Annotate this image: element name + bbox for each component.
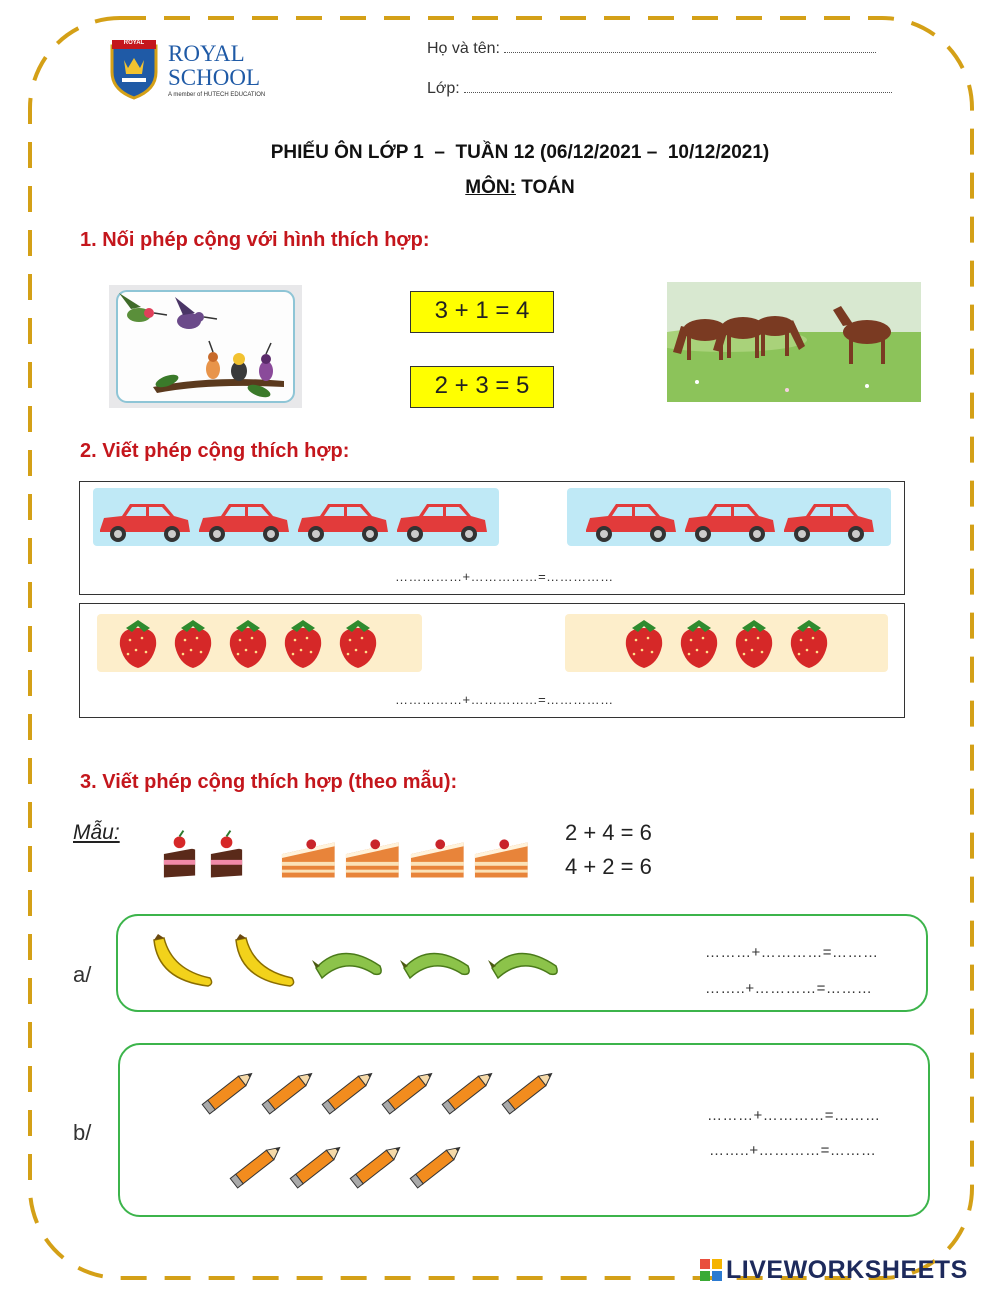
pencil-icon (318, 1064, 376, 1122)
cars-answer-blank[interactable]: ……………+……………=…………… (395, 569, 614, 584)
subject-label: MÔN: (465, 177, 516, 198)
liveworksheets-logo-icon (700, 1259, 722, 1281)
car-icon (393, 494, 489, 546)
bird-icon (231, 353, 247, 381)
car-icon (195, 494, 291, 546)
crest-text: ROYAL (123, 40, 145, 46)
car-icon (294, 494, 390, 546)
strawberry-icon (730, 618, 777, 670)
subject-line (0, 177, 1000, 199)
car-icon (780, 494, 876, 546)
strawberry-icon (169, 618, 216, 670)
pencil-icon (226, 1138, 284, 1196)
strawberry-icon (114, 618, 161, 670)
strawberry-icon (279, 618, 326, 670)
example-equation-2: 4 + 2 = 6 (565, 854, 652, 879)
part-a-blank-2[interactable]: ……..+…………=……… (705, 980, 873, 997)
car-icon (681, 494, 777, 546)
green-banana-icon (488, 930, 562, 986)
equation-box-2[interactable]: 2 + 3 = 5 (410, 366, 554, 408)
part-b-blank-2[interactable]: ……..+…………=……… (709, 1142, 877, 1159)
example-label: Mẫu: (73, 821, 120, 844)
strawberry-icon (334, 618, 381, 670)
crest-icon (108, 38, 160, 100)
section2-heading: 2. Viết phép cộng thích hợp: (80, 440, 350, 462)
strawberry-icon (620, 618, 667, 670)
section1-heading: 1. Nối phép cộng với hình thích hợp: (80, 229, 430, 251)
logo-line2: SCHOOL (168, 65, 261, 90)
pencil-icon (346, 1138, 404, 1196)
logo-line1: ROYAL (168, 41, 245, 66)
pencil-icon (198, 1064, 256, 1122)
green-banana-icon (400, 930, 474, 986)
yellow-banana-icon (148, 930, 216, 990)
part-b-label: b/ (73, 1120, 92, 1145)
cake-slice-icon (409, 834, 466, 880)
class-field[interactable] (427, 78, 907, 98)
pencil-icon (438, 1064, 496, 1122)
section3-heading: 3. Viết phép cộng thích hợp (theo mẫu): (80, 771, 458, 793)
part-b-blank-1[interactable]: ………+…………=……… (707, 1107, 881, 1124)
car-icon (96, 494, 192, 546)
strawberry-icon (675, 618, 722, 670)
cake-slice-icon (280, 834, 337, 880)
horses-picture[interactable] (667, 282, 921, 402)
subject-value: TOÁN (521, 177, 575, 198)
birds-picture[interactable] (109, 285, 302, 408)
green-banana-icon (312, 930, 386, 986)
name-label: Họ và tên: (427, 40, 500, 57)
pencil-icon (498, 1064, 556, 1122)
school-logo (108, 38, 278, 104)
liveworksheets-watermark (700, 1256, 968, 1284)
yellow-banana-icon (230, 930, 298, 990)
name-field[interactable] (427, 38, 907, 58)
watermark-text: LIVEWORKSHEETS (726, 1255, 968, 1284)
pencil-icon (258, 1064, 316, 1122)
logo-tagline: A member of HUTECH EDUCATION (168, 92, 266, 98)
strawberry-answer-blank[interactable]: ……………+……………=…………… (395, 692, 614, 707)
example-equation-1: 2 + 4 = 6 (565, 820, 652, 845)
pencil-icon (406, 1138, 464, 1196)
cake-slice-icon (344, 834, 401, 880)
part-a-label: a/ (73, 962, 92, 987)
worksheet-title: PHIẾU ÔN LỚP 1 – TUẦN 12 (06/12/2021 – 10/12/2021) (270, 142, 770, 163)
strawberry-icon (224, 618, 271, 670)
class-label: Lớp: (427, 80, 460, 97)
class-blank[interactable] (464, 78, 892, 93)
cherry-cake-icon (160, 830, 199, 880)
equation-box-1[interactable]: 3 + 1 = 4 (410, 291, 554, 333)
pencil-icon (286, 1138, 344, 1196)
cake-slice-icon (473, 834, 530, 880)
strawberry-icon (785, 618, 832, 670)
cherry-cake-icon (207, 830, 246, 880)
pencil-icon (378, 1064, 436, 1122)
name-blank[interactable] (504, 38, 876, 53)
part-a-blank-1[interactable]: ………+…………=……… (705, 944, 879, 961)
car-icon (582, 494, 678, 546)
